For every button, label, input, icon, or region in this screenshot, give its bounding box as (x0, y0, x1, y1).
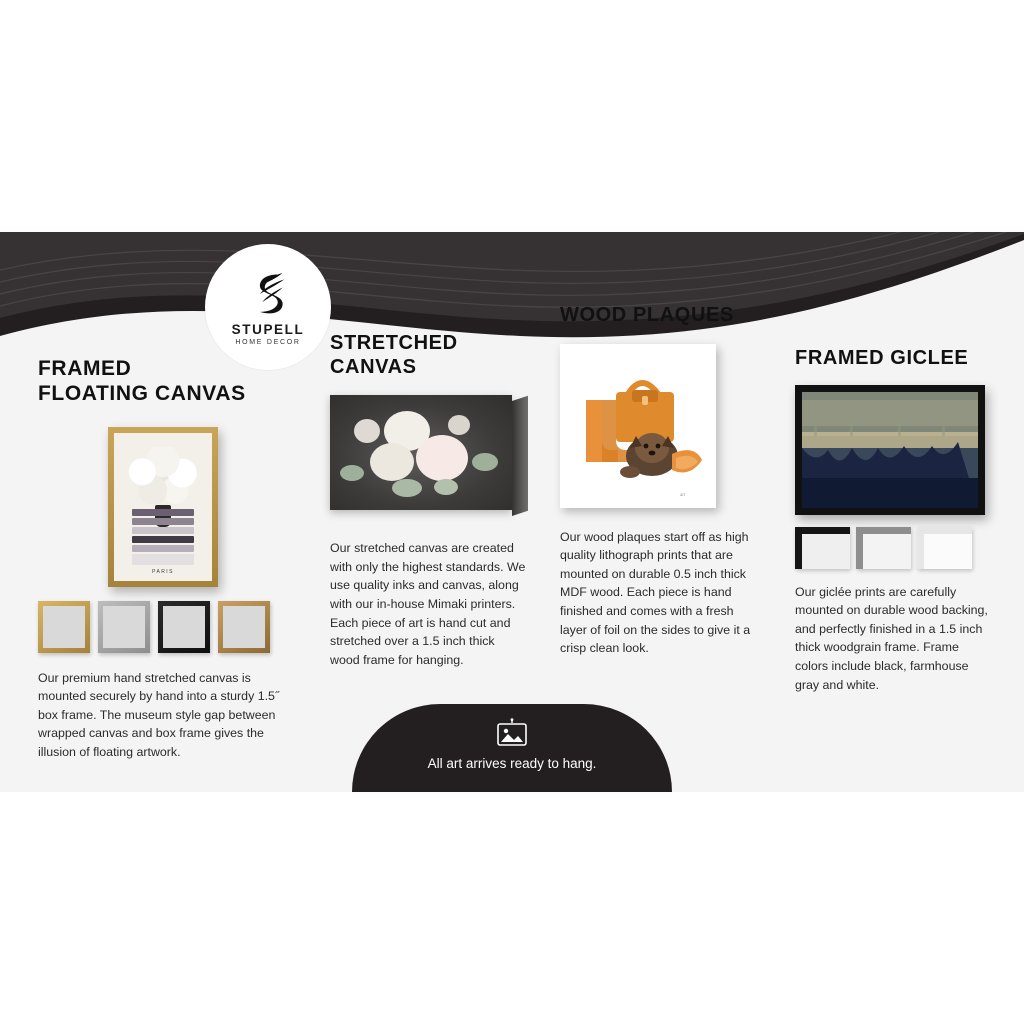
column-3-description: Our wood plaques start off as high quality lithograph prints that are mounted on durable 0.5 inch thick MDF wood. Each piece is hand finished and comes with a fresh layer of foil on the sides to give it a crisp clean look. (560, 529, 751, 656)
column-2-description: Our stretched canvas are created with only the highest standards. We use quality inks and canvas, along with our in-house Mimaki printers. Each piece of art is hand cut and stretched over a 1.5 inch thick wood frame for hanging. (330, 541, 526, 667)
column-2-title-line2: CANVAS (330, 355, 417, 378)
frame-swatch-farmhouse-gray (856, 527, 911, 569)
frame-color-swatches (38, 601, 288, 653)
swatch-gray (98, 601, 150, 653)
logo-wordmark: STUPELL (231, 322, 305, 337)
floating-canvas-art (114, 433, 212, 581)
yorkie-handbag-illustration (560, 344, 716, 508)
frame-swatch-white (917, 527, 972, 569)
column-3-artwork (560, 344, 716, 508)
frame-swatch-black (795, 527, 850, 569)
column-4-artwork (795, 385, 985, 515)
column-framed-giclee (795, 347, 995, 694)
logo-tagline: HOME DECOR (235, 339, 301, 346)
column-stretched-canvas (330, 332, 530, 669)
canvas-wrapped-edge (512, 396, 528, 516)
column-2-title (330, 332, 530, 379)
abstract-landscape-art (802, 392, 978, 508)
swoosh-s-logo-icon (242, 268, 294, 320)
artwork-caption: PARIS (152, 568, 174, 575)
column-3-title-line1: WOOD PLAQUES (560, 304, 734, 326)
hydrangea-bouquet-graphic (126, 447, 200, 509)
column-4-title (795, 347, 995, 371)
column-wood-plaques (560, 304, 760, 658)
column-2-artwork (330, 395, 528, 519)
svg-text:art: art (680, 492, 686, 498)
giclee-frame-swatches (795, 527, 995, 569)
column-2-title-line1: STRETCHED (330, 332, 458, 354)
canvas-face (330, 395, 512, 510)
column-1-description: Our premium hand stretched canvas is mounted securely by hand into a sturdy 1.5˝ box frame. The museum style gap between wrapped canvas and box frame gives the illusion of floating artwork. (38, 670, 280, 759)
ready-to-hang-banner (352, 704, 672, 792)
swatch-black (158, 601, 210, 653)
column-1-title-line2: FLOATING CANVAS (38, 381, 246, 405)
floating-canvas-frame (108, 427, 218, 587)
swatch-bronze (218, 601, 270, 653)
column-1-title-line1: FRAMED (38, 357, 132, 380)
abstract-art-svg (802, 392, 978, 508)
column-4-description: Our giclée prints are carefully mounted on durable wood backing, and perfectly finished in a 1.5 inch thick woodgrain frame. Frame colors include black, farmhouse gray and white. (795, 584, 988, 692)
column-4-title-line1: FRAMED GICLEE (795, 347, 969, 369)
product-construction-infographic (0, 232, 1024, 792)
picture-frame-icon (494, 718, 530, 748)
swatch-gold (38, 601, 90, 653)
column-1-artwork (38, 427, 288, 587)
stacked-books-graphic (132, 507, 194, 565)
column-3-title (560, 304, 760, 328)
stupell-logo (205, 244, 331, 370)
banner-text: All art arrives ready to hang. (427, 756, 597, 771)
